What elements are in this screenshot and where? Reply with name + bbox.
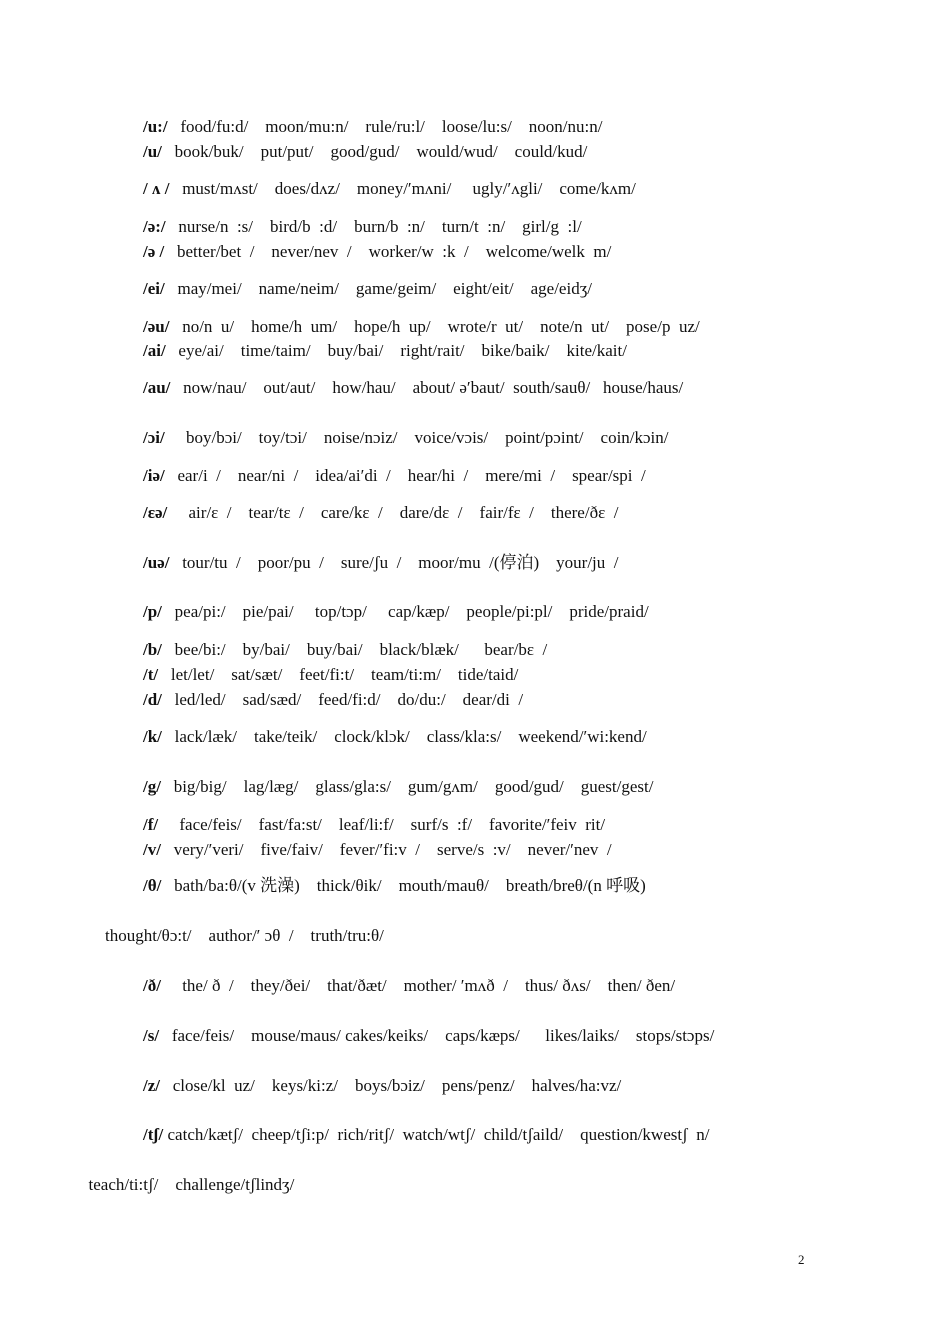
phonetic-symbol: /g/ — [143, 777, 161, 796]
phonetic-line-ei — [143, 279, 592, 299]
phonetic-line-t — [143, 665, 518, 685]
phonetic-line-schwa — [143, 242, 611, 262]
phonetic-symbol: /v/ — [143, 840, 161, 859]
example-words: tour/tu / poor/pu / sure/ʃu / moor/mu /(停泊) your/ju / — [169, 553, 619, 572]
phonetic-line-k — [143, 727, 647, 747]
phonetic-line-p — [143, 602, 649, 622]
phonetic-symbol: /ɔi/ — [143, 428, 165, 447]
phonetic-symbol: /ai/ — [143, 341, 166, 360]
phonetic-line-u-short — [143, 142, 587, 162]
example-words: better/bet / never/nev / worker/w :k / welcome/welk m/ — [164, 242, 612, 261]
example-words: let/let/ sat/sæt/ feet/fi:t/ team/ti:m/ tide/taid/ — [158, 665, 519, 684]
phonetic-line-b — [143, 640, 547, 660]
phonetic-symbol: /f/ — [143, 815, 159, 834]
example-words: boy/bɔi/ toy/tɔi/ noise/nɔiz/ voice/vɔis/ point/pɔint/ coin/kɔin/ — [164, 428, 669, 447]
phonetic-line-schwa-long — [143, 217, 582, 237]
example-words: bee/bi:/ by/bai/ buy/bai/ black/blæk/ bear/bε / — [161, 640, 548, 659]
example-words: air/ε / tear/tε / care/kε / dare/dε / fair/fε / there/ðε / — [167, 503, 619, 522]
phonetic-symbol: /p/ — [143, 602, 162, 621]
phonetic-symbol: /s/ — [143, 1026, 160, 1045]
phonetic-symbol: /ð/ — [143, 976, 161, 995]
phonetic-line-ue — [143, 553, 619, 573]
example-words: bath/ba:θ/(v 洗澡) thick/θik/ mouth/mauθ/ breath/breθ/(n 呼吸) — [161, 876, 646, 895]
phonetic-line-ai — [143, 341, 627, 361]
phonetic-line-v — [143, 840, 612, 860]
example-words: nurse/n :s/ bird/b :d/ burn/b :n/ turn/t :n/ girl/g :l/ — [165, 217, 582, 236]
phonetic-line-u-long — [143, 117, 602, 137]
phonetic-line-theta — [143, 876, 646, 896]
phonetic-symbol: /ə / — [143, 242, 165, 261]
phonetic-line-s — [143, 1026, 714, 1046]
example-words: eye/ai/ time/taim/ buy/bai/ right/rait/ bike/baik/ kite/kait/ — [165, 341, 627, 360]
example-words: no/n u/ home/h um/ hope/h up/ wrote/r ut/ note/n ut/ pose/p uz/ — [169, 317, 700, 336]
phonetic-line-ie — [143, 466, 646, 486]
phonetic-line-tsh — [143, 1125, 709, 1145]
phonetic-line-ee — [143, 503, 618, 523]
phonetic-line-theta-cont — [37, 926, 384, 946]
phonetic-symbol: /əu/ — [143, 317, 170, 336]
phonetic-symbol: /z/ — [143, 1076, 160, 1095]
phonetic-line-wedge — [143, 179, 636, 199]
phonetic-line-d — [143, 690, 523, 710]
example-words: very/′veri/ five/faiv/ fever/′fi:v / serve/s :v/ never/′nev / — [160, 840, 612, 859]
example-words: may/mei/ name/neim/ game/geim/ eight/eit/ age/eidʒ/ — [164, 279, 592, 298]
example-words: must/mʌst/ does/dʌz/ money/′mʌni/ ugly/′ʌgli/ come/kʌm/ — [169, 179, 636, 198]
phonetic-symbol: /t/ — [143, 665, 159, 684]
phonetic-line-tsh-cont — [29, 1175, 294, 1195]
example-words: close/kl uz/ keys/ki:z/ boys/bɔiz/ pens/penz/ halves/ha:vz/ — [160, 1076, 622, 1095]
phonetic-symbol: /au/ — [143, 378, 171, 397]
example-words: led/led/ sad/sæd/ feed/fi:d/ do/du:/ dear/di / — [161, 690, 524, 709]
phonetic-symbol: /uə/ — [143, 553, 170, 572]
phonetic-line-eth — [143, 976, 675, 996]
phonetic-symbol: /u/ — [143, 142, 162, 161]
phonetic-symbol: /εə/ — [143, 503, 168, 522]
phonetic-symbol: /tʃ/ — [143, 1125, 164, 1144]
phonetic-line-z — [143, 1076, 621, 1096]
example-words: the/ ð / they/ðei/ that/ðæt/ mother/ ′mʌð / thus/ ðʌs/ then/ ðen/ — [160, 976, 676, 995]
phonetic-symbol: /ei/ — [143, 279, 165, 298]
example-words: lack/læk/ take/teik/ clock/klɔk/ class/kla:s/ weekend/′wi:kend/ — [161, 727, 647, 746]
phonetic-symbol: /ə:/ — [143, 217, 166, 236]
phonetic-symbol: / ʌ / — [143, 179, 170, 198]
phonetic-symbol: /θ/ — [143, 876, 162, 895]
example-words: catch/kætʃ/ cheep/tʃi:p/ rich/ritʃ/ watch/wtʃ/ child/tʃaild/ question/kwestʃ n/ — [163, 1125, 710, 1144]
example-words: face/feis/ fast/fa:st/ leaf/li:f/ surf/s :f/ favorite/′feiv rit/ — [158, 815, 606, 834]
phonetic-symbol: /k/ — [143, 727, 162, 746]
phonetic-symbol: /iə/ — [143, 466, 165, 485]
phonetic-symbol: /d/ — [143, 690, 162, 709]
example-words: book/buk/ put/put/ good/gud/ would/wud/ could/kud/ — [161, 142, 588, 161]
example-words: teach/ti:tʃ/ challenge/tʃlindʒ/ — [29, 1175, 295, 1194]
phonetic-line-ou — [143, 317, 700, 337]
example-words: face/feis/ mouse/maus/ cakes/keiks/ caps/kæps/ likes/laiks/ stops/stɔps/ — [159, 1026, 715, 1045]
phonetic-line-g — [143, 777, 653, 797]
example-words: pea/pi:/ pie/pai/ top/tɔp/ cap/kæp/ people/pi:pl/ pride/praid/ — [161, 602, 649, 621]
phonetic-symbol: /u:/ — [143, 117, 168, 136]
example-words: thought/θɔ:t/ author/′ ɔθ / truth/tru:θ/ — [37, 926, 384, 945]
page-number: 2 — [798, 1252, 805, 1267]
phonetic-line-f — [143, 815, 605, 835]
phonetic-line-oi — [143, 428, 669, 448]
phonetic-symbol: /b/ — [143, 640, 162, 659]
example-words: now/nau/ out/aut/ how/hau/ about/ ə′baut/ south/sauθ/ house/haus/ — [170, 378, 684, 397]
example-words: food/fu:d/ moon/mu:n/ rule/ru:l/ loose/lu:s/ noon/nu:n/ — [167, 117, 603, 136]
phonetic-line-au — [143, 378, 683, 398]
example-words: ear/i / near/ni / idea/ai′di / hear/hi / mere/mi / spear/spi / — [164, 466, 646, 485]
example-words: big/big/ lag/læg/ glass/gla:s/ gum/gʌm/ good/gud/ guest/gest/ — [160, 777, 654, 796]
